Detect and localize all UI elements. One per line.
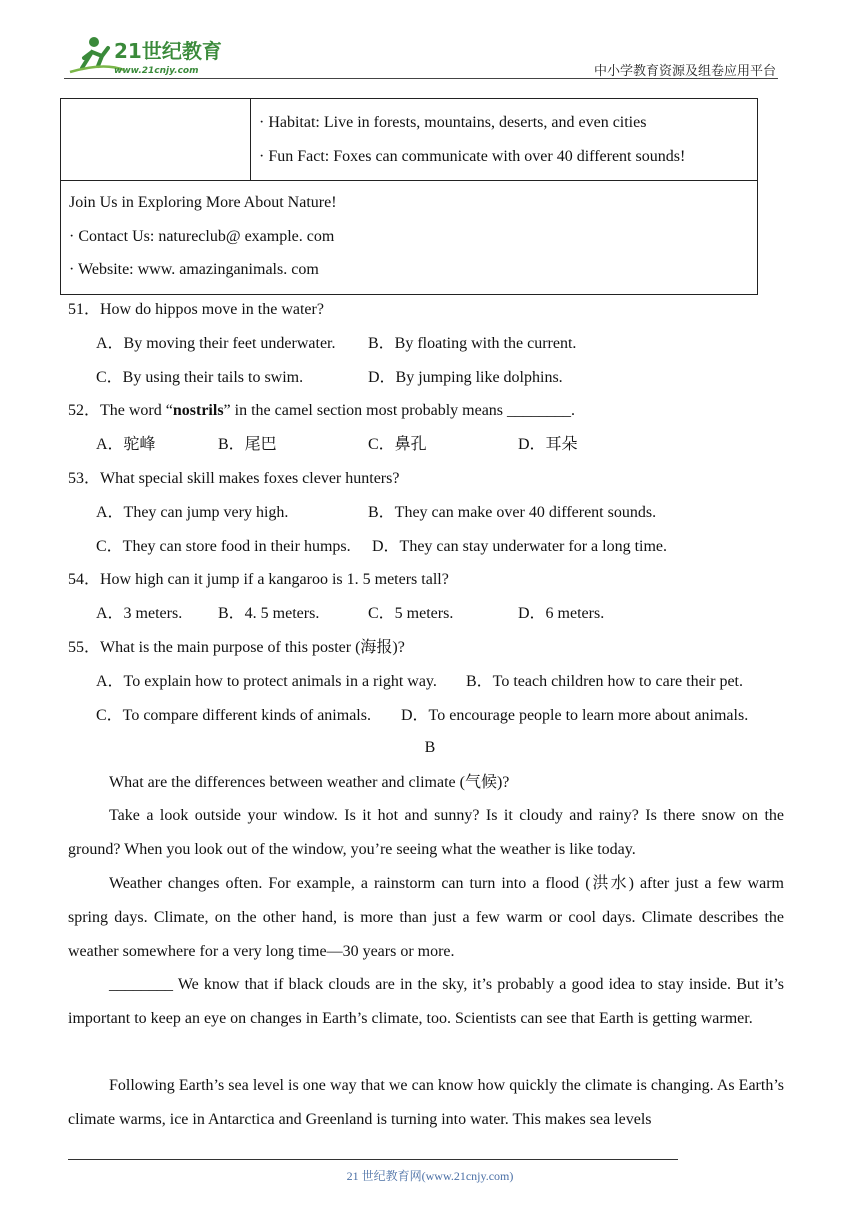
q54-option-c: C．5 meters. xyxy=(368,605,454,622)
q52-option-d: D．耳朵 xyxy=(518,436,578,453)
question-54-stem: 54．How high can it jump if a kangaroo is 1. 5 meters tall? xyxy=(68,571,449,588)
website-line: · Website: www. amazinganimals. com xyxy=(69,261,319,278)
paragraph-2: Weather changes often. For example, a rainstorm can turn into a flood (洪水) after just a few warm spring days. Climate, on the other hand, is more than just a few warm or cool days. Climate describes the weather somewhere for a very long time—30 years or more. xyxy=(68,875,784,960)
fox-fun-fact: · Fun Fact: Foxes can communicate with over 40 different sounds! xyxy=(259,147,686,165)
contact-line: · Contact Us: natureclub@ example. com xyxy=(69,227,335,245)
fox-habitat: · Habitat: Live in forests, mountains, deserts, and even cities xyxy=(259,114,647,131)
paragraph-4: Following Earth’s sea level is one way that we can know how quickly the climate is changing. As Earth’s climate warms, ice in Antarctica and Greenland is turning into water. This makes sea levels xyxy=(68,1077,784,1128)
q51-option-c: C．By using their tails to swim. xyxy=(96,369,304,386)
q52-option-b: B．尾巴 xyxy=(218,436,277,453)
paragraph-3: ________ We know that if black clouds are in the sky, it’s probably a good idea to stay inside. But it’s important to keep an eye on changes in Earth’s climate, too. Scientists can see that Earth is getting warmer. xyxy=(68,976,784,1027)
q51-option-a: A．By moving their feet underwater. xyxy=(96,335,336,352)
header-platform-text: 中小学教育资源及组卷应用平台 xyxy=(593,64,776,79)
q55-option-c: C．To compare different kinds of animals. xyxy=(96,707,371,724)
question-52-stem: 52．The word “nostrils” in the camel section most probably means ________. xyxy=(68,402,576,419)
q53-option-b: B．They can make over 40 different sounds. xyxy=(368,504,657,521)
paragraph-1: Take a look outside your window. Is it hot and sunny? Is it cloudy and rainy? Is there snow on the ground? When you look out of the window, you’re seeing what the weather is like today. xyxy=(68,807,784,858)
question-51-stem: 51．How do hippos move in the water? xyxy=(68,301,324,318)
footer-text: 21 世纪教育网(www.21cnjy.com) xyxy=(346,1169,514,1183)
site-logo xyxy=(64,32,234,80)
q51-option-b: B．By floating with the current. xyxy=(368,335,577,352)
question-55-stem: 55．What is the main purpose of this poster (海报)? xyxy=(68,639,405,656)
poster-join-cell xyxy=(61,181,758,295)
q55-option-b: B．To teach children how to care their pet. xyxy=(466,673,744,690)
question-53-stem: 53．What special skill makes foxes clever hunters? xyxy=(68,470,400,487)
poster-left-cell xyxy=(61,99,251,181)
q54-option-b: B．4. 5 meters. xyxy=(218,605,320,622)
keyword-nostrils: nostrils xyxy=(172,402,224,419)
q55-option-d: D．To encourage people to learn more about animals. xyxy=(401,707,749,724)
q51-option-d: D．By jumping like dolphins. xyxy=(368,369,563,386)
q52-option-a: A．驼峰 xyxy=(96,436,156,453)
q54-option-a: A．3 meters. xyxy=(96,605,183,622)
q53-option-d: D．They can stay underwater for a long time. xyxy=(372,538,668,555)
svg-text:21世纪教育: 21世纪教育 xyxy=(114,39,222,63)
q53-option-c: C．They can store food in their humps. xyxy=(96,538,351,555)
section-b-title: What are the differences between weather and climate (气候)? xyxy=(109,774,510,791)
poster-fox-cell xyxy=(251,99,758,181)
q55-option-a: A．To explain how to protect animals in a right way. xyxy=(96,673,437,690)
poster-table xyxy=(60,98,758,295)
q54-option-d: D．6 meters. xyxy=(518,605,605,622)
q53-option-a: A．They can jump very high. xyxy=(96,504,289,521)
header-divider xyxy=(64,78,778,79)
footer-divider xyxy=(68,1159,678,1160)
svg-text:www.21cnjy.com: www.21cnjy.com xyxy=(114,66,199,76)
q52-option-c: C．鼻孔 xyxy=(368,436,427,453)
section-b-label: B xyxy=(424,739,436,756)
join-heading: Join Us in Exploring More About Nature! xyxy=(69,194,337,211)
